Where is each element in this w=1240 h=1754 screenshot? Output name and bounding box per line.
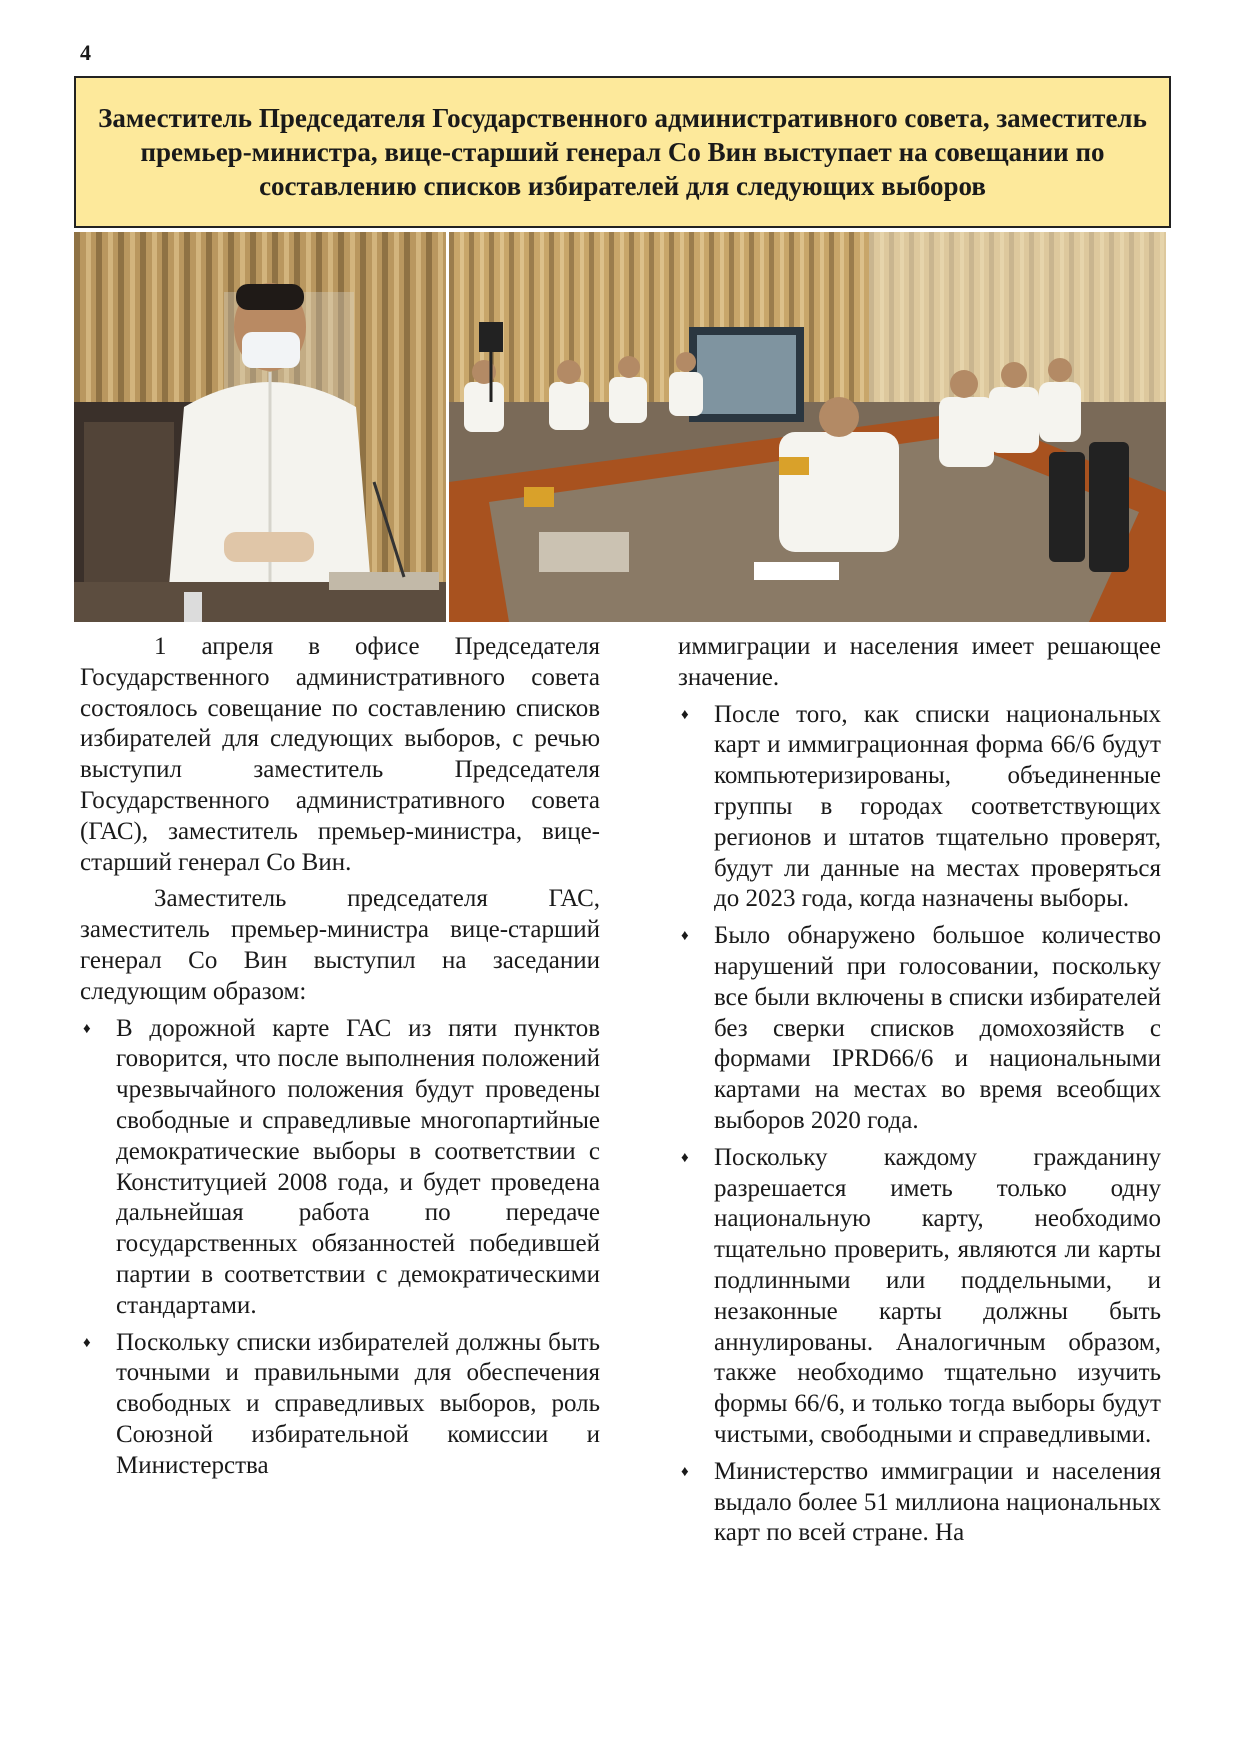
continued-bullet-text: иммиграции и населения имеет решающее значение. <box>678 633 1161 691</box>
diamond-bullet-icon: ♦ <box>681 1149 689 1166</box>
photo-strip <box>74 232 1166 622</box>
list-item <box>678 921 1161 1137</box>
list-item <box>678 1457 1161 1549</box>
right-bullet-list <box>678 700 1161 1550</box>
list-item <box>80 1014 600 1322</box>
diamond-bullet-icon: ♦ <box>83 1020 91 1037</box>
list-item <box>80 1328 600 1482</box>
meeting-room-photo <box>449 232 1166 622</box>
diamond-bullet-icon: ♦ <box>681 706 689 723</box>
list-item-text: Поскольку списки избирателей должны быть точными и правильными для обеспечения свободных и справедливых выборов, роль Союзной избирательной комиссии и Министерства <box>116 1328 600 1479</box>
diamond-bullet-icon: ♦ <box>681 928 689 945</box>
right-column <box>678 632 1161 1555</box>
speaker-photo <box>74 232 446 622</box>
list-item-text: Министерство иммиграции и населения выдало более 51 миллиона национальных карт по всей стране. На <box>714 1457 1161 1547</box>
speaker-photo-image <box>74 232 446 622</box>
list-item-text: Было обнаружено большое количество нарушений при голосовании, поскольку все были включены в списки избирателей без сверки списков домохозяйств с формами IPRD66/6 и национальными картами на местах во время всеобщих выборов 2020 года. <box>714 922 1161 1134</box>
headline-box <box>74 76 1171 228</box>
page-number: 4 <box>80 40 91 65</box>
list-item-text: Поскольку каждому гражданину разрешается иметь только одну национальную карту, необходимо тщательно проверить, являются ли карты подлинными или поддельными, и незаконные карты должны быть аннулированы. Аналогичным образом, также необходимо тщательно изучить формы 66/6, и только тогда выборы будут чистыми, свободными и справедливыми. <box>714 1143 1161 1448</box>
list-item-text: После того, как списки национальных карт и иммиграционная форма 66/6 будут компьютеризированы, объединенные группы в городах соответствующих регионов и штатов тщательно проверят, будут ли данные на местах проверяться до 2023 года, когда назначены выборы. <box>714 700 1161 913</box>
left-bullet-list <box>80 1014 600 1482</box>
diamond-bullet-icon: ♦ <box>83 1334 91 1351</box>
list-item <box>678 700 1161 916</box>
list-item <box>678 1143 1161 1451</box>
speech-lead-paragraph: Заместитель председателя ГАС, заместитель премьер-министра вице-старший генерал Со Вин выступил на заседании следующим образом: <box>80 885 600 1005</box>
list-item-text: В дорожной карте ГАС из пяти пунктов говорится, что после выполнения положений чрезвычайного положения будут проведены свободные и справедливые многопартийные демократические выборы в соответствии с Конституцией 2008 года, и будет проведена дальнейшая работа по передаче государственных обязанностей победившей партии в соответствии с демократическими стандартами. <box>116 1014 600 1319</box>
intro-paragraph: 1 апреля в офисе Председателя Государственного административного совета состоялось совещание по составлению списков избирателей для следующих выборов, с речью выступил заместитель Председателя Государственного административного совета (ГАС), заместитель премьер-министра, вице-старший генерал Со Вин. <box>80 633 600 876</box>
diamond-bullet-icon: ♦ <box>681 1463 689 1480</box>
left-column <box>80 632 600 1488</box>
article-headline: Заместитель Председателя Государственного административного совета, заместитель премьер-министра, вице-старший генерал Со Вин выступает на совещании по составлению списков избирателей для следующих выборов <box>98 103 1147 201</box>
meeting-room-photo-image <box>449 232 1166 622</box>
